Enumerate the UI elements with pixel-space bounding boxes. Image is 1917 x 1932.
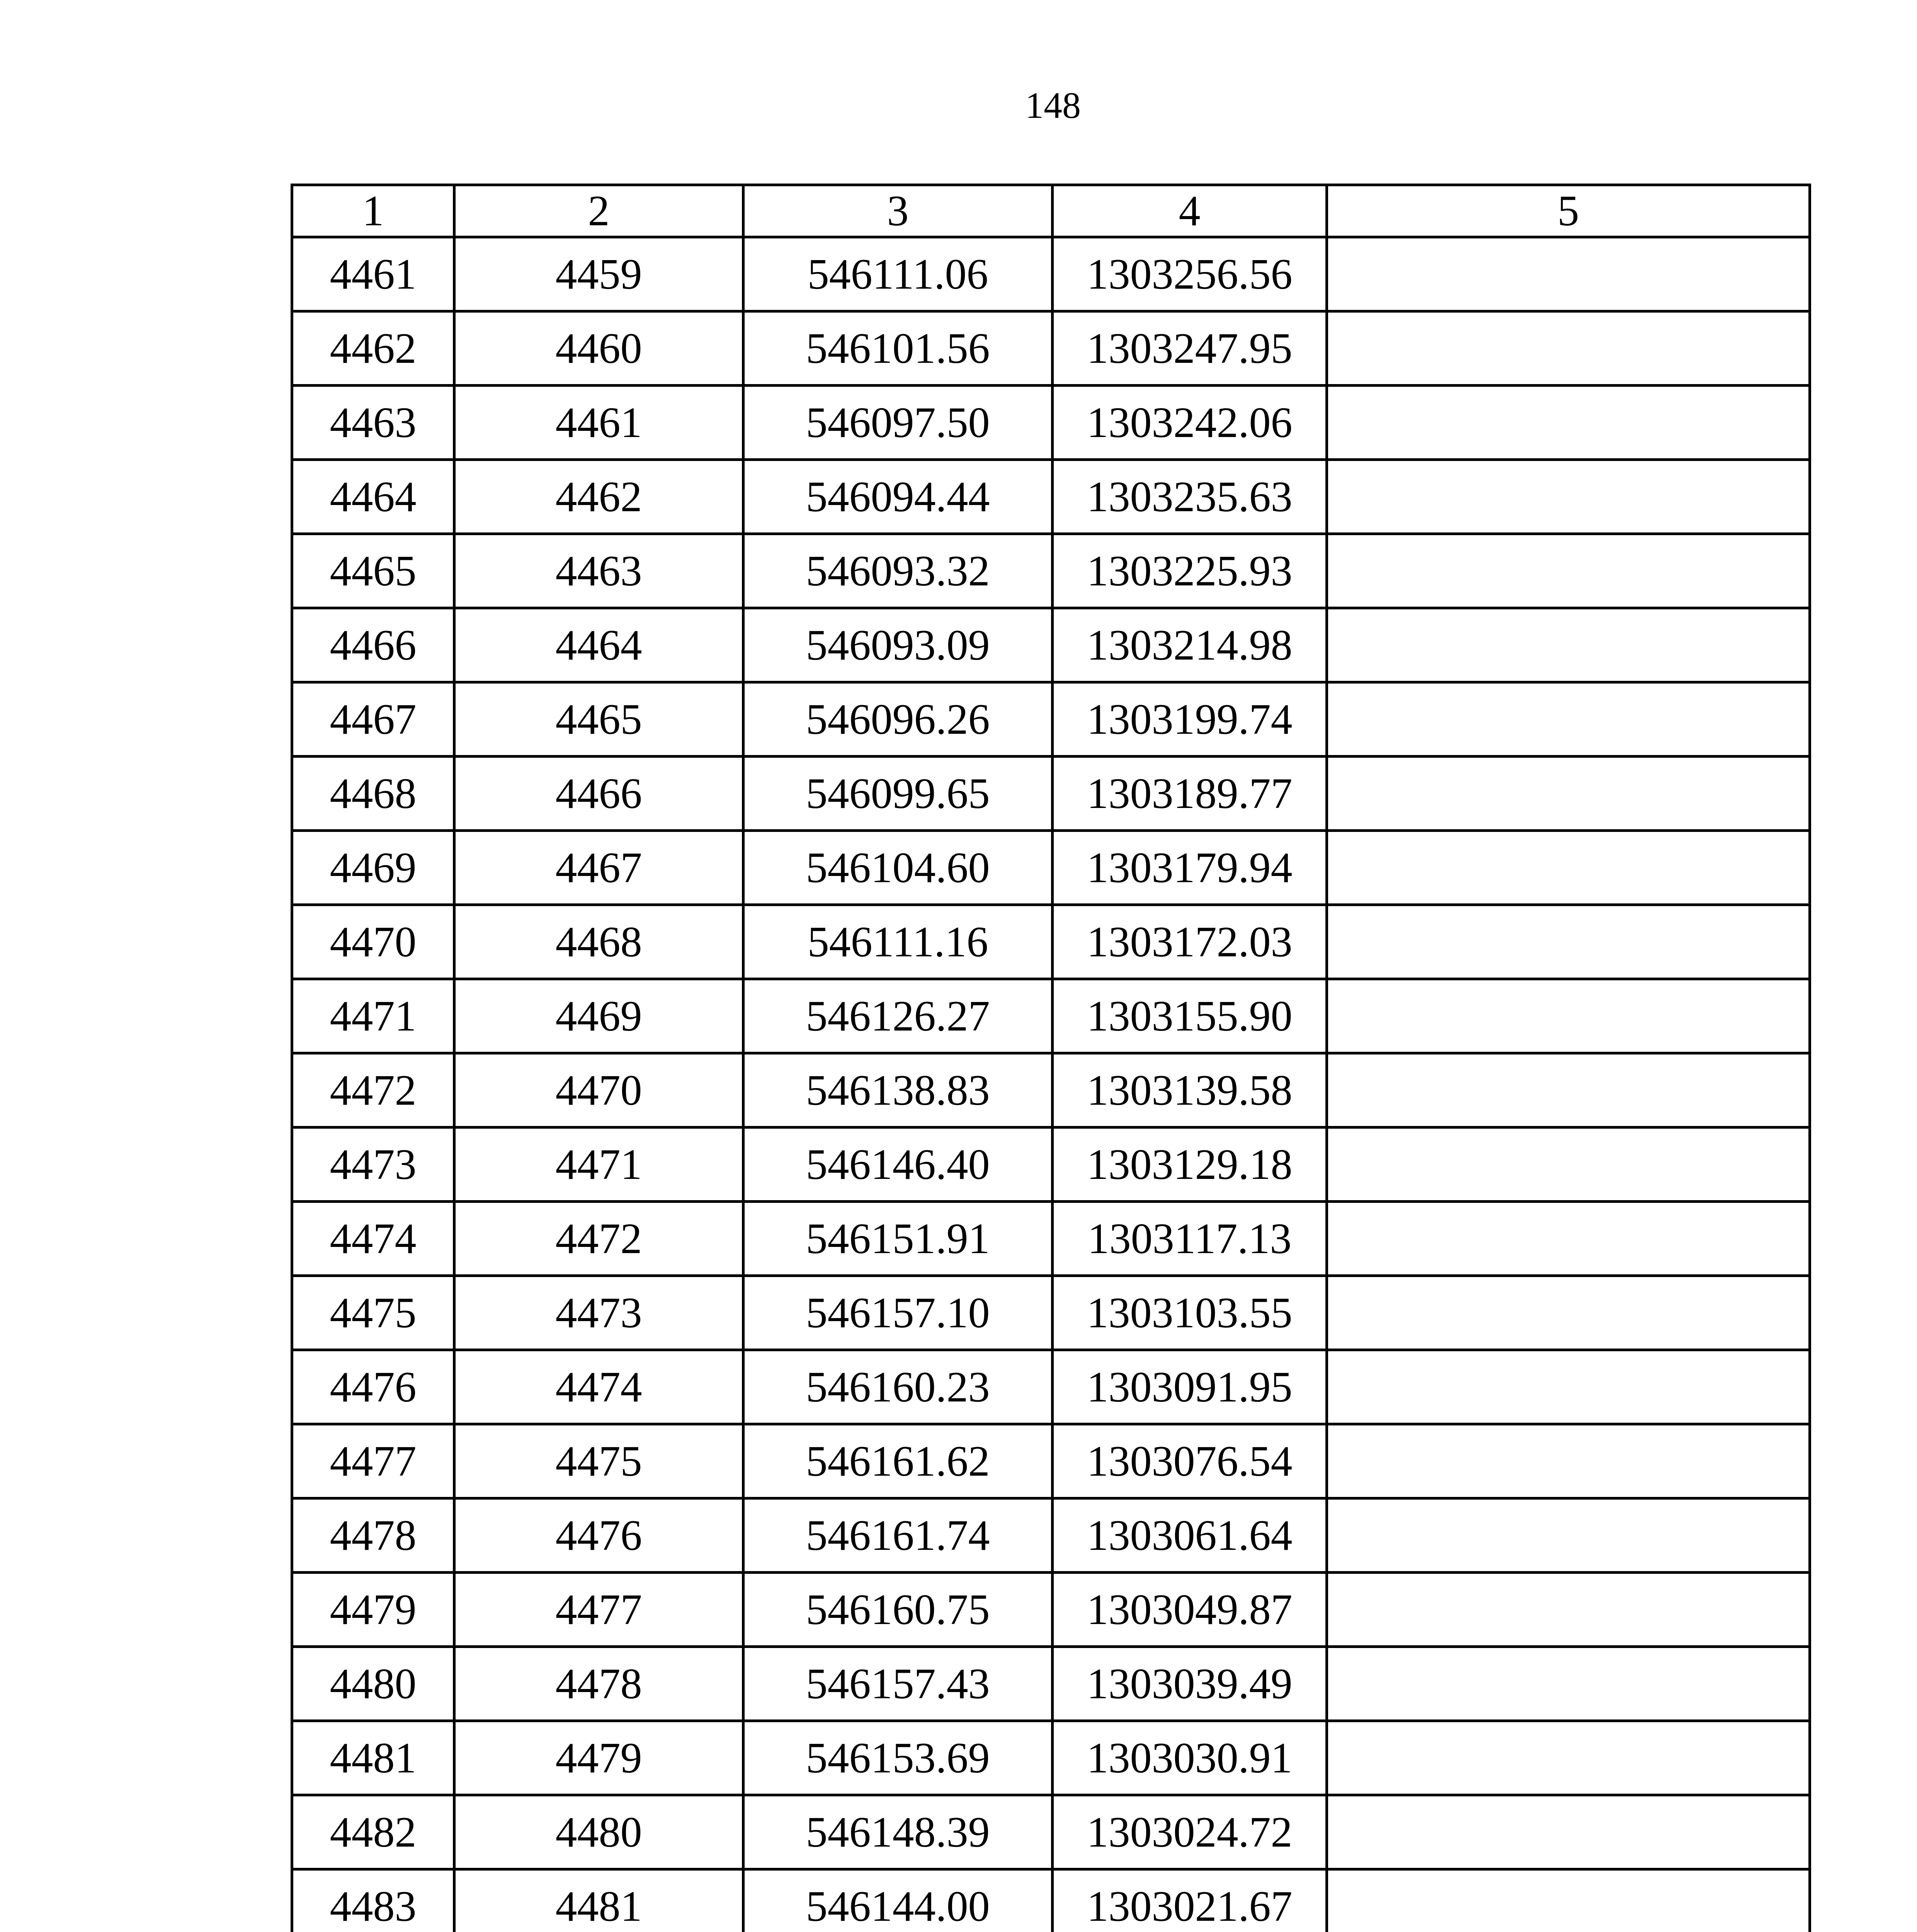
table-cell-col-2: 4477 xyxy=(454,1573,743,1647)
table-cell-col-1: 4477 xyxy=(292,1424,454,1498)
table-cell-col-3: 546157.43 xyxy=(743,1647,1053,1721)
table-cell-col-4: 1303179.94 xyxy=(1053,831,1327,905)
table-cell-col-2: 4467 xyxy=(454,831,743,905)
table-cell-col-5 xyxy=(1327,1498,1810,1573)
table-cell-col-5 xyxy=(1327,757,1810,831)
table-cell-col-4: 1303172.03 xyxy=(1053,905,1327,979)
table-row xyxy=(292,386,1810,460)
table-cell-col-1: 4475 xyxy=(292,1276,454,1350)
table-row xyxy=(292,1202,1810,1276)
table-cell-col-3: 546151.91 xyxy=(743,1202,1053,1276)
table-cell-col-1: 4474 xyxy=(292,1202,454,1276)
table-row xyxy=(292,1498,1810,1573)
table-row xyxy=(292,1424,1810,1498)
table-cell-col-4: 1303076.54 xyxy=(1053,1424,1327,1498)
column-header-2: 2 xyxy=(454,185,743,237)
table-cell-col-3: 546157.10 xyxy=(743,1276,1053,1350)
table-cell-col-5 xyxy=(1327,1647,1810,1721)
table-cell-col-5 xyxy=(1327,460,1810,534)
table-cell-col-1: 4480 xyxy=(292,1647,454,1721)
column-header-3: 3 xyxy=(743,185,1053,237)
table-row xyxy=(292,1350,1810,1424)
table-cell-col-3: 546093.32 xyxy=(743,534,1053,608)
table-cell-col-2: 4473 xyxy=(454,1276,743,1350)
table-cell-col-4: 1303155.90 xyxy=(1053,979,1327,1053)
table-cell-col-1: 4465 xyxy=(292,534,454,608)
table-row xyxy=(292,460,1810,534)
table-cell-col-3: 546093.09 xyxy=(743,608,1053,682)
table-cell-col-3: 546146.40 xyxy=(743,1128,1053,1202)
table-cell-col-1: 4479 xyxy=(292,1573,454,1647)
table-cell-col-3: 546161.74 xyxy=(743,1498,1053,1573)
table-cell-col-5 xyxy=(1327,979,1810,1053)
table-cell-col-5 xyxy=(1327,534,1810,608)
table-cell-col-3: 546153.69 xyxy=(743,1721,1053,1795)
table-cell-col-1: 4482 xyxy=(292,1795,454,1869)
table-cell-col-5 xyxy=(1327,311,1810,386)
column-header-1: 1 xyxy=(292,185,454,237)
table-cell-col-2: 4474 xyxy=(454,1350,743,1424)
table-cell-col-1: 4470 xyxy=(292,905,454,979)
table-cell-col-2: 4466 xyxy=(454,757,743,831)
table-cell-col-3: 546111.06 xyxy=(743,237,1053,311)
coordinates-table xyxy=(291,184,1811,1932)
table-cell-col-5 xyxy=(1327,905,1810,979)
table-cell-col-2: 4476 xyxy=(454,1498,743,1573)
table-cell-col-2: 4464 xyxy=(454,608,743,682)
table-row xyxy=(292,1276,1810,1350)
table-cell-col-5 xyxy=(1327,1053,1810,1128)
table-cell-col-2: 4472 xyxy=(454,1202,743,1276)
table-cell-col-2: 4471 xyxy=(454,1128,743,1202)
column-header-5: 5 xyxy=(1327,185,1810,237)
table-cell-col-2: 4460 xyxy=(454,311,743,386)
table-cell-col-5 xyxy=(1327,608,1810,682)
table-cell-col-3: 546094.44 xyxy=(743,460,1053,534)
table-cell-col-4: 1303021.67 xyxy=(1053,1869,1327,1932)
table-cell-col-5 xyxy=(1327,1128,1810,1202)
table-cell-col-1: 4471 xyxy=(292,979,454,1053)
table-cell-col-4: 1303030.91 xyxy=(1053,1721,1327,1795)
table-row xyxy=(292,1053,1810,1128)
table-cell-col-1: 4473 xyxy=(292,1128,454,1202)
table-row xyxy=(292,534,1810,608)
table-cell-col-4: 1303235.63 xyxy=(1053,460,1327,534)
table-row xyxy=(292,1721,1810,1795)
table-cell-col-5 xyxy=(1327,1795,1810,1869)
table-cell-col-5 xyxy=(1327,831,1810,905)
table-cell-col-3: 546096.26 xyxy=(743,682,1053,757)
table-cell-col-4: 1303242.06 xyxy=(1053,386,1327,460)
page-number: 148 xyxy=(1025,85,1081,126)
table-cell-col-4: 1303189.77 xyxy=(1053,757,1327,831)
table-cell-col-2: 4463 xyxy=(454,534,743,608)
table-row xyxy=(292,608,1810,682)
table-cell-col-1: 4467 xyxy=(292,682,454,757)
table-cell-col-4: 1303214.98 xyxy=(1053,608,1327,682)
table-cell-col-4: 1303247.95 xyxy=(1053,311,1327,386)
table-cell-col-3: 546111.16 xyxy=(743,905,1053,979)
table-cell-col-1: 4462 xyxy=(292,311,454,386)
table-cell-col-1: 4463 xyxy=(292,386,454,460)
table-cell-col-3: 546104.60 xyxy=(743,831,1053,905)
table-row xyxy=(292,1795,1810,1869)
table-cell-col-5 xyxy=(1327,1202,1810,1276)
table-header-row xyxy=(292,185,1810,237)
table-cell-col-1: 4461 xyxy=(292,237,454,311)
table-cell-col-1: 4468 xyxy=(292,757,454,831)
table-cell-col-2: 4479 xyxy=(454,1721,743,1795)
table-cell-col-4: 1303117.13 xyxy=(1053,1202,1327,1276)
table-cell-col-1: 4464 xyxy=(292,460,454,534)
table-cell-col-2: 4478 xyxy=(454,1647,743,1721)
table-cell-col-5 xyxy=(1327,1573,1810,1647)
table-cell-col-5 xyxy=(1327,1869,1810,1932)
table-cell-col-2: 4475 xyxy=(454,1424,743,1498)
table-cell-col-2: 4481 xyxy=(454,1869,743,1932)
table-row xyxy=(292,979,1810,1053)
table-cell-col-4: 1303061.64 xyxy=(1053,1498,1327,1573)
table-row xyxy=(292,1647,1810,1721)
table-cell-col-3: 546161.62 xyxy=(743,1424,1053,1498)
table-row xyxy=(292,237,1810,311)
table-cell-col-4: 1303225.93 xyxy=(1053,534,1327,608)
table-cell-col-4: 1303091.95 xyxy=(1053,1350,1327,1424)
table-row xyxy=(292,1573,1810,1647)
table-cell-col-4: 1303139.58 xyxy=(1053,1053,1327,1128)
table-cell-col-1: 4476 xyxy=(292,1350,454,1424)
table-cell-col-5 xyxy=(1327,386,1810,460)
table-cell-col-3: 546138.83 xyxy=(743,1053,1053,1128)
table-cell-col-5 xyxy=(1327,237,1810,311)
table-body xyxy=(292,237,1810,1932)
table-cell-col-3: 546097.50 xyxy=(743,386,1053,460)
table-cell-col-4: 1303039.49 xyxy=(1053,1647,1327,1721)
table-cell-col-1: 4481 xyxy=(292,1721,454,1795)
table-row xyxy=(292,311,1810,386)
table-cell-col-4: 1303199.74 xyxy=(1053,682,1327,757)
table-cell-col-2: 4480 xyxy=(454,1795,743,1869)
table-cell-col-2: 4461 xyxy=(454,386,743,460)
table-cell-col-3: 546126.27 xyxy=(743,979,1053,1053)
table-row xyxy=(292,831,1810,905)
table-cell-col-3: 546144.00 xyxy=(743,1869,1053,1932)
table-cell-col-2: 4465 xyxy=(454,682,743,757)
table-cell-col-2: 4470 xyxy=(454,1053,743,1128)
table-row xyxy=(292,1128,1810,1202)
table-cell-col-2: 4462 xyxy=(454,460,743,534)
table-row xyxy=(292,682,1810,757)
table-cell-col-3: 546099.65 xyxy=(743,757,1053,831)
table-cell-col-3: 546101.56 xyxy=(743,311,1053,386)
table-cell-col-2: 4468 xyxy=(454,905,743,979)
table-row xyxy=(292,905,1810,979)
table-row xyxy=(292,757,1810,831)
table-cell-col-4: 1303129.18 xyxy=(1053,1128,1327,1202)
table-cell-col-5 xyxy=(1327,1350,1810,1424)
table-cell-col-4: 1303103.55 xyxy=(1053,1276,1327,1350)
table-cell-col-3: 546148.39 xyxy=(743,1795,1053,1869)
column-header-4: 4 xyxy=(1053,185,1327,237)
table-cell-col-1: 4478 xyxy=(292,1498,454,1573)
table-cell-col-4: 1303024.72 xyxy=(1053,1795,1327,1869)
table-cell-col-1: 4483 xyxy=(292,1869,454,1932)
table-row xyxy=(292,1869,1810,1932)
table-cell-col-2: 4469 xyxy=(454,979,743,1053)
table-cell-col-1: 4466 xyxy=(292,608,454,682)
table-cell-col-3: 546160.75 xyxy=(743,1573,1053,1647)
table-cell-col-5 xyxy=(1327,682,1810,757)
table-cell-col-1: 4469 xyxy=(292,831,454,905)
table-cell-col-1: 4472 xyxy=(292,1053,454,1128)
table-cell-col-5 xyxy=(1327,1276,1810,1350)
table-cell-col-5 xyxy=(1327,1424,1810,1498)
table-cell-col-5 xyxy=(1327,1721,1810,1795)
table-cell-col-3: 546160.23 xyxy=(743,1350,1053,1424)
table-cell-col-2: 4459 xyxy=(454,237,743,311)
table-cell-col-4: 1303049.87 xyxy=(1053,1573,1327,1647)
table-cell-col-4: 1303256.56 xyxy=(1053,237,1327,311)
